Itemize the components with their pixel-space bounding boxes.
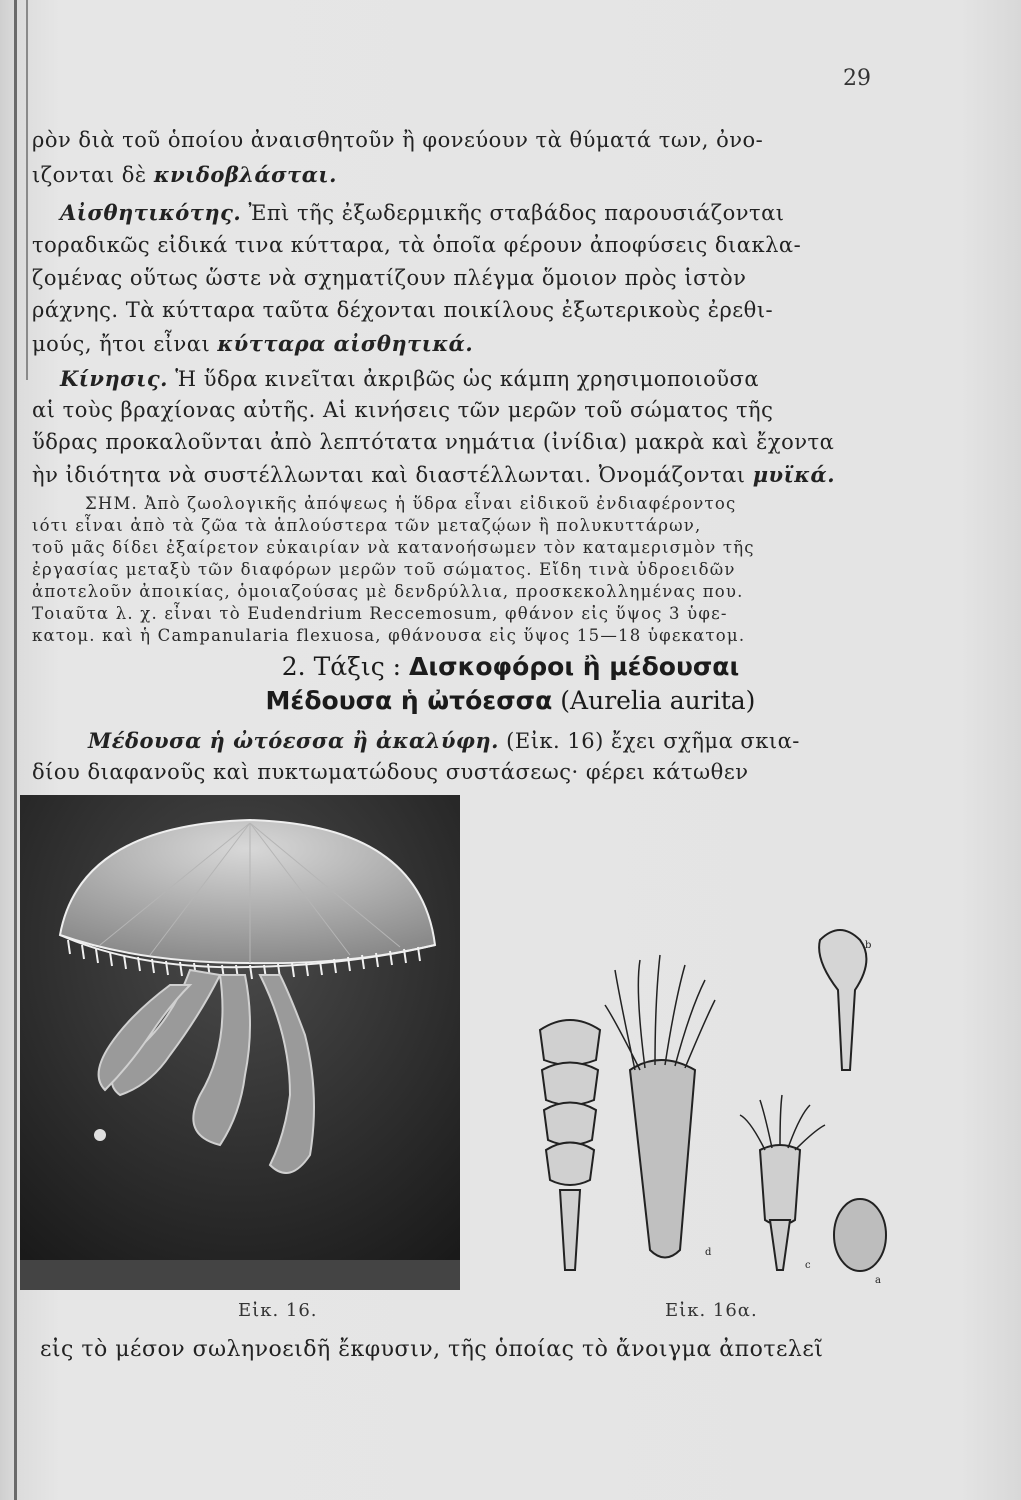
page-spine (14, 0, 17, 1500)
jellyfish-figure (20, 795, 460, 1290)
subheading-aisthitikotis: Αἰσθητικότης. (60, 200, 242, 225)
text-line-12 (88, 728, 800, 753)
text-fragment: ιζονται δὲ (32, 163, 147, 187)
text-line-9: αἱ τοὺς βραχίονας αὐτῆς. Αἱ κινήσεις τῶν μερῶν τοῦ σώματος τῆς (32, 398, 774, 422)
term-kyttara-aisthitika: κύτταρα αἰσθητικά. (217, 331, 474, 356)
text-fragment: Ἡ ὕδρα κινεῖται ἀκριβῶς ὡς κάμπη χρησιμοποιοῦσα (175, 367, 760, 391)
text-line-5: ζομένας οὕτως ὥστε νὰ σχηματίζουν πλέγμα ὅμοιον πρὸς ἱστὸν (32, 266, 747, 290)
text-line-2 (32, 162, 337, 187)
note-line-3: τοῦ μᾶς δίδει ἐξαίρετον εὐκαιρίαν νὰ κατανοήσωμεν τὸν καταμερισμὸν τῆς (32, 538, 755, 557)
subheading-kinisis: Κίνησις. (60, 366, 168, 391)
text-line-3 (60, 200, 785, 225)
text-line-10: ὕδρας προκαλοῦνται ἀπὸ λεπτότατα νημάτια (ἰνίδια) μακρὰ καὶ ἔχοντα (32, 430, 835, 454)
note-line-4: ἐργασίας μεταξὺ τῶν διαφόρων μερῶν τοῦ σώματος. Εἴδη τινὰ ὑδροειδῶν (32, 560, 736, 579)
text-line-13: δίου διαφανοῦς καὶ πυκτωματώδους συστάσεως· φέρει κάτωθεν (32, 760, 749, 784)
note-line-7: κατομ. καὶ ἡ Campanularia flexuosa, φθάνουσα εἰς ὕψος 15—18 ὑφεκατομ. (32, 626, 746, 645)
note-line-2: ιότι εἶναι ἀπὸ τὰ ζῶα τὰ ἁπλούστερα τῶν μεταζῴων ἢ πολυκυττάρων, (32, 516, 702, 535)
hydroid-figure (520, 940, 910, 1295)
text-fragment: Ἐπὶ τῆς ἐξωδερμικῆς σταβάδος παρουσιάζονται (248, 201, 785, 225)
species-latin: (Aurelia aurita) (560, 686, 756, 715)
note-line-1: ΣΗΜ. Ἀπὸ ζωολογικῆς ἀπόψεως ἡ ὕδρα εἶναι εἰδικοῦ ἐνδιαφέροντος (85, 494, 737, 513)
text-line-8 (60, 366, 759, 391)
species-name: Μέδουσα ἡ ὠτόεσσα (265, 686, 553, 715)
page-edge-shadow (26, 0, 28, 380)
text-line-7 (32, 331, 473, 356)
text-fragment: μούς, ἤτοι εἶναι (32, 332, 211, 356)
text-fragment: ὴν ἰδιότητα νὰ συστέλλωνται καὶ διαστέλλωνται. Ὀνομάζονται (32, 463, 746, 487)
text-line-4: τοραδικῶς εἰδικά τινα κύτταρα, τὰ ὁποῖα φέρουν ἀποφύσεις διακλα- (32, 233, 802, 257)
figure-16a-caption: Εἰκ. 16α. (665, 1300, 758, 1321)
label-a: a (875, 1275, 881, 1286)
subheading-medousa: Μέδουσα ἡ ὠτόεσσα ἢ ἀκαλύφη. (88, 728, 499, 753)
label-d: d (705, 1247, 712, 1258)
text-line-1: ρὸν διὰ τοῦ ὁποίου ἀναισθητοῦν ἢ φονεύουν τὰ θύματά των, ὀνο- (32, 128, 764, 152)
label-c: c (805, 1260, 811, 1271)
page-number: 29 (843, 66, 871, 91)
section-heading (0, 652, 1021, 681)
text-line-11 (32, 462, 835, 487)
text-line-last: εἰς τὸ μέσον σωληνοειδῆ ἔκφυσιν, τῆς ὁποίας τὸ ἄνοιγμα ἀποτελεῖ (40, 1337, 824, 1362)
term-knidoblastai: κνιδοβλάσται. (153, 162, 337, 187)
text-fragment: (Εἰκ. 16) ἔχει σχῆμα σκια- (506, 729, 800, 753)
jellyfish-illustration (20, 795, 460, 1290)
text-line-6: ράχνης. Τὰ κύτταρα ταῦτα δέχονται ποικίλους ἐξωτερικοὺς ἐρεθι- (32, 298, 774, 322)
heading-title: Δισκοφόροι ἢ μέδουσαι (409, 652, 740, 681)
note-line-6: Τοιαῦτα λ. χ. εἶναι τὸ Eudendrium Reccemosum, φθάνον εἰς ὕψος 3 ὑφε- (32, 604, 728, 623)
hydroid-drawings (520, 940, 910, 1295)
term-myika: μυϊκά. (752, 462, 836, 487)
species-heading (0, 686, 1021, 715)
label-b: b (865, 940, 872, 951)
note-line-5: ἀποτελοῦν ἀποικίας, ὁμοιαζούσας μὲ δενδρύλλια, προσκεκολλημένας που. (32, 582, 744, 601)
figure-16-caption: Εἰκ. 16. (238, 1300, 318, 1321)
heading-prefix: 2. Τάξις : (281, 652, 402, 681)
